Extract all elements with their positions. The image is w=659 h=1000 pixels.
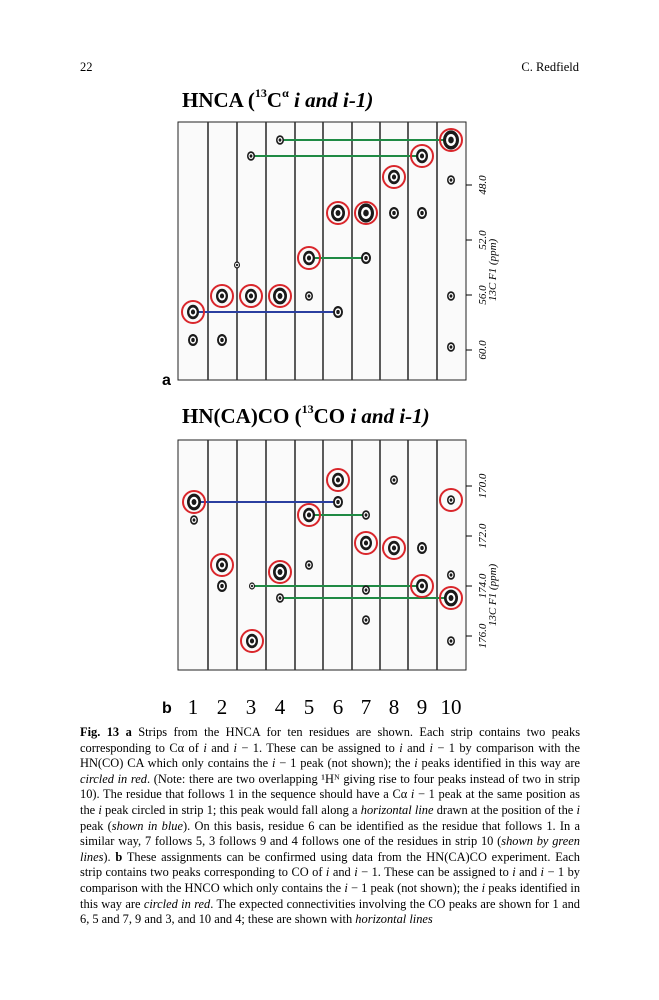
nmr-peak [276, 135, 284, 145]
nmr-peak [417, 542, 427, 554]
nmr-peak [447, 495, 455, 505]
nmr-peak [216, 558, 228, 572]
strip-number: 8 [388, 695, 400, 719]
strip-number: 9 [416, 695, 428, 719]
nmr-peak [388, 541, 400, 555]
axis-b-tick: 172.0 [477, 523, 489, 549]
nmr-peak [332, 473, 344, 487]
strip-number: 6 [332, 695, 344, 719]
nmr-peak [187, 305, 199, 319]
nmr-peak [188, 334, 198, 346]
axis-b-label: 13C F1 (ppm) [487, 563, 499, 627]
axis-b-tick: 170.0 [477, 473, 489, 499]
nmr-peak [331, 205, 345, 222]
panel-b-axis [466, 473, 499, 648]
axis-a-tick: 60.0 [477, 340, 489, 360]
figure-caption: Fig. 13 a Strips from the HNCA for ten residues are shown. Each strip contains two peaks corresponding to Cα of i and i − 1. These can be assigned to i and i − 1 by comparison with the HN(CO) CA which only contains the i − 1 peak (not shown); the i peaks identified in this way are circled in red. (Note: there are two overlapping ¹Hᴺ giving rise to four peaks instead of two in strip 10). The residue that follows 1 in the sequence should have a Cα i − 1 peak at the same position as the i peak circled in strip 1; this peak would fall along a horizontal line drawn at the position of the i peak (shown in blue). On this basis, residue 6 can be identified as the residue that follows 1. In a similar way, 7 follows 5, 3 follows 9 and 4 follows one of the residues in strip 10 (shown by green lines). b These assignments can be confirmed using data from the HN(CA)CO experiment. Each strip contains two peaks corresponding to CO of i and i − 1. These can be assigned to i and i − 1 by comparison with the HNCO which only contains the i − 1 peak (not shown); the i peaks identified in this way are circled in red. The expected connectivities involving the CO peaks are shown for 1 and 6, 5 and 7, 9 and 3, and 10 and 4; these are shown with horizontal lines [80, 725, 581, 927]
nmr-peak [362, 615, 370, 625]
page-number: 22 [80, 60, 93, 74]
strip-number: 1 [187, 695, 199, 719]
panel-a-title: HNCA ($^{13}C^\alpha$ i and i-1) [182, 86, 374, 112]
nmr-peak [444, 590, 458, 607]
nmr-peak [217, 580, 227, 592]
nmr-peak [305, 291, 313, 301]
nmr-peak [390, 475, 398, 485]
nmr-peak [389, 207, 399, 219]
strip-number: 2 [216, 695, 228, 719]
axis-b-tick: 176.0 [477, 623, 489, 649]
nmr-peak [333, 306, 343, 318]
nmr-peak [417, 207, 427, 219]
nmr-peak [234, 261, 240, 268]
nmr-peak [276, 593, 284, 603]
nmr-peak [217, 334, 227, 346]
nmr-peak [447, 291, 455, 301]
nmr-peak [305, 560, 313, 570]
strip-number: 3 [245, 695, 257, 719]
axis-a-tick: 56.0 [477, 285, 489, 305]
axis-b-tick: 174.0 [477, 573, 489, 599]
nmr-peak [388, 170, 400, 184]
strip-number: 7 [360, 695, 372, 719]
nmr-peak [360, 536, 372, 550]
panel-b-letter: b [162, 700, 172, 717]
strip-number: 5 [303, 695, 315, 719]
panel-b-title: HN(CA)CO ($^{13}$CO i and i-1) [182, 402, 430, 428]
nmr-peak [187, 494, 201, 511]
running-head: C. Redfield [521, 60, 579, 74]
nmr-peak [303, 251, 315, 265]
panel-a-letter: a [162, 372, 171, 389]
nmr-peak [447, 342, 455, 352]
nmr-peak [362, 510, 370, 520]
nmr-peak [190, 515, 198, 525]
nmr-peak [447, 175, 455, 185]
strip-number: 4 [274, 695, 286, 719]
nmr-peak [443, 130, 459, 149]
axis-a-label: 13C F1 (ppm) [487, 238, 499, 302]
nmr-peak [273, 564, 287, 581]
panel-a-axis [466, 175, 499, 360]
nmr-peak [447, 570, 455, 580]
nmr-peak [247, 151, 255, 161]
axis-a-tick: 48.0 [477, 175, 489, 195]
strip-number: 10 [440, 695, 462, 719]
nmr-peak [447, 636, 455, 646]
nmr-peak [358, 203, 374, 222]
nmr-peak [416, 149, 428, 163]
nmr-peak [216, 289, 228, 303]
axis-a-tick: 52.0 [477, 230, 489, 250]
nmr-peak [362, 585, 370, 595]
nmr-peak [249, 582, 255, 589]
nmr-peak [273, 288, 287, 305]
nmr-peak [245, 289, 257, 303]
nmr-peak [361, 252, 371, 264]
nmr-peak [246, 634, 258, 648]
nmr-peak [303, 508, 315, 522]
nmr-peak [333, 496, 343, 508]
nmr-peak [416, 579, 428, 593]
